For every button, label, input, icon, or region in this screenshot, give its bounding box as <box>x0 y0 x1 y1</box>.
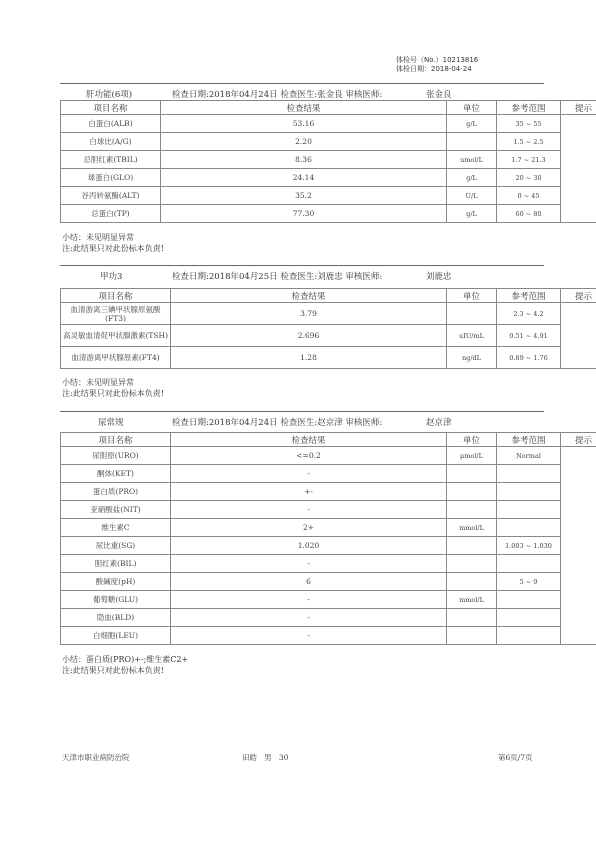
item-range: Normal <box>497 447 561 465</box>
item-name: 血清游离三碘甲状腺原氨酸(FT3) <box>61 303 171 325</box>
item-range: 0.89 ~ 1.76 <box>497 347 561 369</box>
thyroid-table <box>60 288 596 369</box>
footer-age: 30 <box>278 753 289 762</box>
item-range <box>497 555 561 573</box>
liver-hint-cell <box>561 115 596 223</box>
item-result: - <box>171 591 447 609</box>
footer-patient-name: 田皓 <box>242 753 257 762</box>
item-name: 球蛋白(GLO) <box>61 169 161 187</box>
table-row <box>61 609 596 627</box>
table-row <box>61 447 596 465</box>
thyroid-top-rule <box>60 265 544 266</box>
item-range <box>497 519 561 537</box>
table-row <box>61 555 596 573</box>
table-row <box>61 465 596 483</box>
item-name: 尿比重(SG) <box>61 537 171 555</box>
item-name: 总蛋白(TP) <box>61 205 161 223</box>
item-name: 蛋白质(PRO) <box>61 483 171 501</box>
item-range: 35 ~ 55 <box>497 115 561 133</box>
item-range <box>497 465 561 483</box>
thyroid-header-row <box>61 289 596 303</box>
footer-patient <box>242 752 288 763</box>
exam-number-label: 体检号（No.） <box>396 56 443 64</box>
item-result: <=0.2 <box>171 447 447 465</box>
item-name: 高灵敏血清促甲状腺激素(TSH) <box>61 325 171 347</box>
item-name: 亚硝酸盐(NIT) <box>61 501 171 519</box>
item-unit <box>447 627 497 645</box>
col-result: 检查结果 <box>171 289 447 303</box>
exam-number <box>396 56 478 65</box>
table-row <box>61 483 596 501</box>
footer-page: 第6页/7页 <box>498 753 533 762</box>
col-hint: 提示 <box>561 289 596 303</box>
col-item: 项目名称 <box>61 433 171 447</box>
item-result: 1.020 <box>171 537 447 555</box>
col-result: 检查结果 <box>161 101 447 115</box>
item-result: 3.79 <box>171 303 447 325</box>
item-unit <box>447 133 497 151</box>
item-unit: U/L <box>447 187 497 205</box>
item-unit: ng/dL <box>447 347 497 369</box>
item-result: - <box>171 609 447 627</box>
item-unit <box>447 537 497 555</box>
exam-number-value: 10213816 <box>442 56 479 64</box>
item-name: 谷丙转氨酶(ALT) <box>61 187 161 205</box>
item-unit <box>447 609 497 627</box>
thyroid-summary: 小结：未见明显异常 <box>62 378 134 387</box>
urine-top-rule <box>60 411 544 412</box>
item-range <box>497 483 561 501</box>
item-unit: g/L <box>447 169 497 187</box>
item-range: 1.5 ~ 2.5 <box>497 133 561 151</box>
table-row <box>61 501 596 519</box>
col-hint: 提示 <box>561 433 596 447</box>
item-name: 酸碱度(pH) <box>61 573 171 591</box>
urine-table <box>60 432 596 645</box>
table-row <box>61 347 596 369</box>
item-unit: mmol/L <box>447 591 497 609</box>
table-row <box>61 115 596 133</box>
col-range: 参考范围 <box>497 289 561 303</box>
urine-meta: 检查日期:2018年04月24日 检查医生:赵京津 审核医师: <box>172 418 383 428</box>
item-range: 1.003 ~ 1.030 <box>497 537 561 555</box>
item-result: - <box>171 555 447 573</box>
item-name: 维生素C <box>61 519 171 537</box>
item-result: 53.16 <box>161 115 447 133</box>
item-range <box>497 591 561 609</box>
item-range: 60 ~ 80 <box>497 205 561 223</box>
item-unit: g/L <box>447 115 497 133</box>
item-unit <box>447 573 497 591</box>
item-name: 血清游离甲状腺原素(FT4) <box>61 347 171 369</box>
item-unit: mmol/L <box>447 519 497 537</box>
table-row <box>61 519 596 537</box>
table-row <box>61 303 596 325</box>
exam-date-label: 体检日期： <box>396 65 431 73</box>
table-row <box>61 325 596 347</box>
footer-gender: 男 <box>264 753 272 762</box>
item-unit: umol/L <box>447 151 497 169</box>
item-range: 20 ~ 30 <box>497 169 561 187</box>
table-row <box>61 133 596 151</box>
item-range: 1.7 ~ 21.3 <box>497 151 561 169</box>
exam-date <box>396 65 472 74</box>
item-range: 0 ~ 45 <box>497 187 561 205</box>
thyroid-title: 甲功3 <box>100 272 123 282</box>
table-row <box>61 205 596 223</box>
item-name: 尿胆原(URO) <box>61 447 171 465</box>
thyroid-note: 注:此结果只对此份标本负责! <box>62 389 164 398</box>
item-result: - <box>171 627 447 645</box>
liver-header-row <box>61 101 596 115</box>
liver-summary: 小结：未见明显异常 <box>62 233 134 242</box>
item-unit <box>447 501 497 519</box>
urine-summary: 小结：蛋白质(PRO)+-;维生素C2+ <box>62 655 189 664</box>
table-row <box>61 187 596 205</box>
col-unit: 单位 <box>447 433 497 447</box>
item-name: 白蛋白(ALB) <box>61 115 161 133</box>
item-name: 白球比(A/G) <box>61 133 161 151</box>
footer-institution: 天津市职业病防治院 <box>62 753 130 762</box>
exam-date-value: 2018-04-24 <box>431 65 472 73</box>
item-unit: g/L <box>447 205 497 223</box>
urine-header-row <box>61 433 596 447</box>
liver-meta: 检查日期:2018年04月24日 检查医生:张金良 审核医师: <box>172 90 383 100</box>
item-unit <box>447 465 497 483</box>
table-row <box>61 537 596 555</box>
item-result: 77.30 <box>161 205 447 223</box>
liver-table <box>60 100 596 223</box>
item-name: 白细胞(LEU) <box>61 627 171 645</box>
item-result: 8.36 <box>161 151 447 169</box>
item-unit <box>447 483 497 501</box>
table-row <box>61 591 596 609</box>
item-range: 0.51 ~ 4.91 <box>497 325 561 347</box>
liver-title: 肝功能(6项) <box>86 90 133 100</box>
table-row <box>61 573 596 591</box>
thyroid-meta: 检查日期:2018年04月25日 检查医生:刘鹿忠 审核医师: <box>172 272 383 282</box>
urine-reviewer: 赵京津 <box>426 418 452 428</box>
urine-hint-cell <box>561 447 596 645</box>
table-row <box>61 169 596 187</box>
item-name: 葡萄糖(GLU) <box>61 591 171 609</box>
urine-note: 注:此结果只对此份标本负责! <box>62 666 164 675</box>
item-result: - <box>171 465 447 483</box>
item-range <box>497 627 561 645</box>
col-range: 参考范围 <box>497 433 561 447</box>
thyroid-reviewer: 刘鹿忠 <box>426 272 452 282</box>
item-result: 2.696 <box>171 325 447 347</box>
item-unit <box>447 555 497 573</box>
liver-top-rule <box>60 83 544 84</box>
table-row <box>61 151 596 169</box>
col-unit: 单位 <box>447 289 497 303</box>
item-unit: μmol/L <box>447 447 497 465</box>
item-result: 6 <box>171 573 447 591</box>
item-name: 酮体(KET) <box>61 465 171 483</box>
col-range: 参考范围 <box>497 101 561 115</box>
item-range: 2.3 ~ 4.2 <box>497 303 561 325</box>
col-item: 项目名称 <box>61 101 161 115</box>
item-name: 胆红素(BIL) <box>61 555 171 573</box>
item-name: 总胆红素(TBIL) <box>61 151 161 169</box>
item-name: 隐血(BLD) <box>61 609 171 627</box>
item-unit <box>447 303 497 325</box>
col-hint: 提示 <box>561 101 596 115</box>
item-result: 2+ <box>171 519 447 537</box>
liver-reviewer: 张金良 <box>426 90 452 100</box>
table-row <box>61 627 596 645</box>
urine-title: 尿常规 <box>98 418 124 428</box>
thyroid-hint-cell <box>561 303 596 369</box>
item-range <box>497 501 561 519</box>
liver-note: 注:此结果只对此份标本负责! <box>62 244 164 253</box>
item-result: 1.28 <box>171 347 447 369</box>
col-item: 项目名称 <box>61 289 171 303</box>
item-range <box>497 609 561 627</box>
item-result: 2.20 <box>161 133 447 151</box>
col-result: 检查结果 <box>171 433 447 447</box>
item-result: +- <box>171 483 447 501</box>
item-result: 35.2 <box>161 187 447 205</box>
item-result: 24.14 <box>161 169 447 187</box>
item-unit: uIU/mL <box>447 325 497 347</box>
col-unit: 单位 <box>447 101 497 115</box>
item-result: - <box>171 501 447 519</box>
item-range: 5 ~ 9 <box>497 573 561 591</box>
